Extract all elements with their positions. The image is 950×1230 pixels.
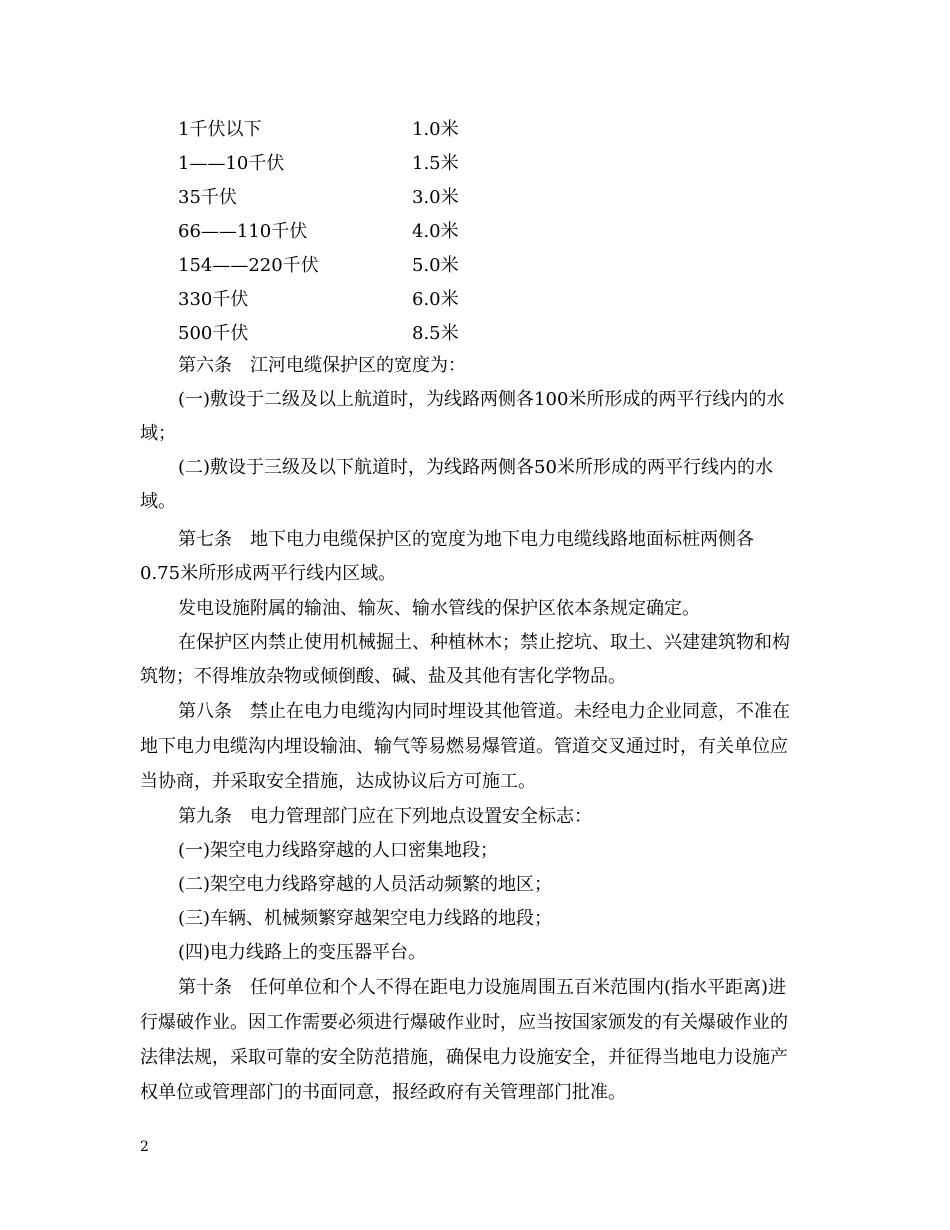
voltage-cell: 1——10千伏 xyxy=(178,153,285,174)
paragraph-line: 地下电力电缆沟内埋设输油、输气等易燃易爆管道。管道交叉通过时，有关单位应 xyxy=(140,736,788,757)
article-6-heading: 第六条 江河电缆保护区的宽度为： xyxy=(178,355,466,376)
paragraph-line: 权单位或管理部门的书面同意，报经政府有关管理部门批准。 xyxy=(140,1082,626,1103)
article-10-paragraph: 第十条 任何单位和个人不得在距电力设施周围五百米范围内(指水平距离)进 xyxy=(178,977,787,998)
width-cell: 3.0米 xyxy=(412,187,459,208)
voltage-cell: 66——110千伏 xyxy=(178,221,308,242)
width-cell: 1.5米 xyxy=(412,153,459,174)
voltage-cell: 1千伏以下 xyxy=(178,119,262,140)
paragraph-line: 当协商，并采取安全措施，达成协议后方可施工。 xyxy=(140,771,536,792)
width-cell: 8.5米 xyxy=(412,323,459,344)
voltage-cell: 154——220千伏 xyxy=(178,255,319,276)
width-cell: 5.0米 xyxy=(412,255,459,276)
width-cell: 6.0米 xyxy=(412,289,459,310)
list-item: (三)车辆、机械频繁穿越架空电力线路的地段； xyxy=(178,908,553,929)
article-7-paragraph: 第七条 地下电力电缆保护区的宽度为地下电力电缆线路地面标桩两侧各 xyxy=(178,529,754,550)
page-number: 2 xyxy=(140,1139,149,1155)
list-item: (四)电力线路上的变压器平台。 xyxy=(178,942,427,963)
paragraph-line: 发电设施附属的输油、输灰、输水管线的保护区依本条规定确定。 xyxy=(178,598,700,619)
voltage-cell: 35千伏 xyxy=(178,187,237,208)
voltage-cell: 330千伏 xyxy=(178,289,249,310)
article-9-heading: 第九条 电力管理部门应在下列地点设置安全标志： xyxy=(178,806,592,827)
paragraph-line: 0.75米所形成两平行线内区域。 xyxy=(140,563,397,584)
list-item: (一)架空电力线路穿越的人口密集地段； xyxy=(178,840,499,861)
paragraph-line: 法律法规，采取可靠的安全防范措施，确保电力设施安全，并征得当地电力设施产 xyxy=(140,1047,788,1068)
paragraph-line: 行爆破作业。因工作需要必须进行爆破作业时，应当按国家颁发的有关爆破作业的 xyxy=(140,1012,788,1033)
paragraph-line: 在保护区内禁止使用机械掘土、种植林木；禁止挖坑、取土、兴建建筑物和构 xyxy=(178,632,790,653)
list-item: (二)架空电力线路穿越的人员活动频繁的地区； xyxy=(178,874,553,895)
paragraph-line: (一)敷设于二级及以上航道时，为线路两侧各100米所形成的两平行线内的水 xyxy=(178,389,785,410)
paragraph-line: 筑物；不得堆放杂物或倾倒酸、碱、盐及其他有害化学物品。 xyxy=(140,666,626,687)
paragraph-line: (二)敷设于三级及以下航道时，为线路两侧各50米所形成的两平行线内的水 xyxy=(178,457,773,478)
width-cell: 1.0米 xyxy=(412,119,459,140)
paragraph-line: 域； xyxy=(140,423,176,444)
voltage-cell: 500千伏 xyxy=(178,323,249,344)
paragraph-line: 域。 xyxy=(140,491,176,512)
width-cell: 4.0米 xyxy=(412,221,459,242)
article-8-paragraph: 第八条 禁止在电力电缆沟内同时埋设其他管道。未经电力企业同意，不准在 xyxy=(178,701,790,722)
